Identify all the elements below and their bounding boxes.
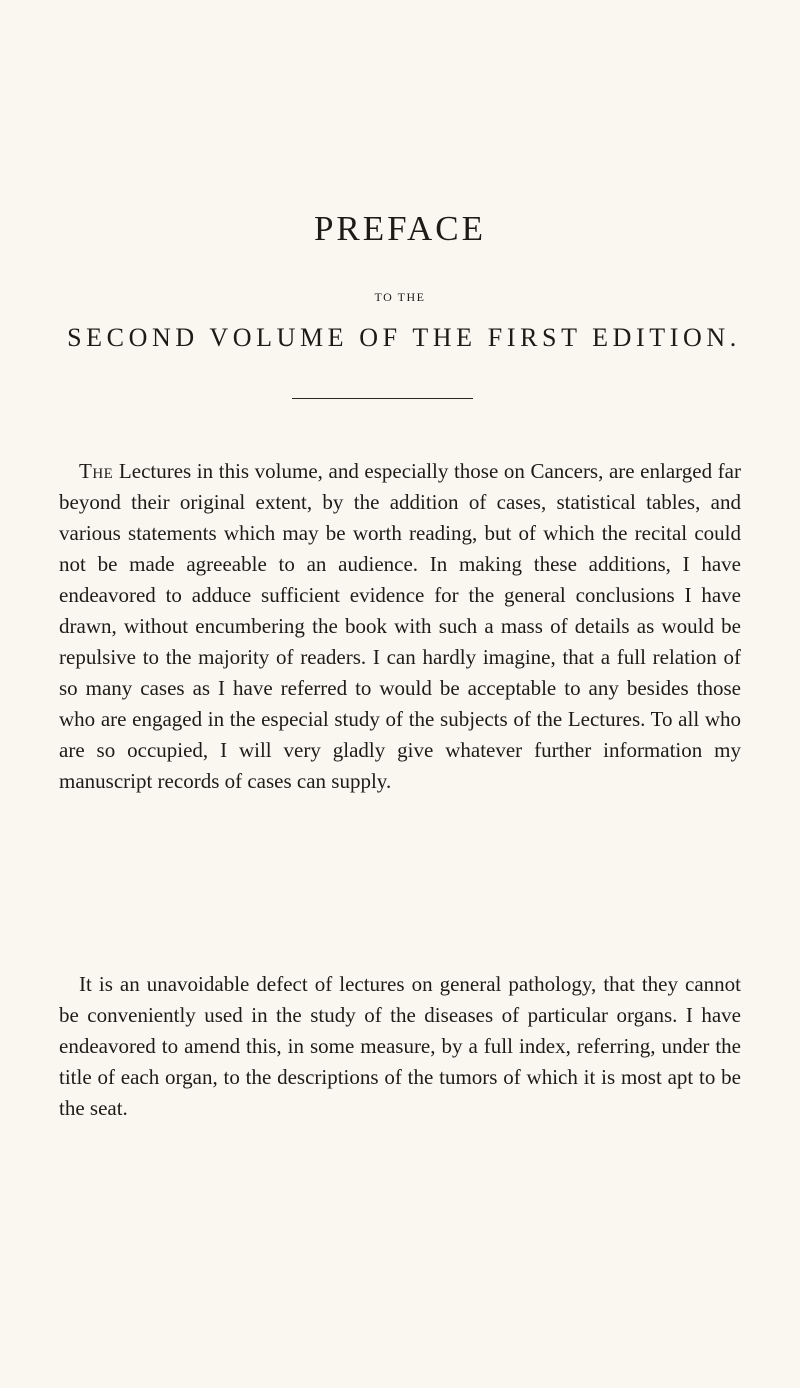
title-connector: TO THE [374, 290, 426, 304]
page-subtitle: SECOND VOLUME OF THE FIRST EDITION. [67, 323, 741, 352]
horizontal-rule [292, 398, 473, 399]
paragraph-1-text: Lectures in this volume, and especially those on Cancers, are enlarged far beyond their original extent, by the addition of cases, statistical tables, and various statements which may be worth reading, but of which the recital could not be made agreeable to an audience. In making these additions, I have endeavored to adduce sufficient evidence for the general conclusions I have drawn, without encumbering the book with such a mass of details as would be repulsive to the majority of readers. I can hardly imagine, that a full relation of so many cases as I have referred to would be acceptable to any besides those who are engaged in the especial study of the subjects of the Lectures. To all who are so occupied, I will very gladly give whatever further information my manuscript records of cases can supply. [59, 459, 741, 793]
paragraph-1 [59, 456, 741, 797]
paragraph-2: It is an unavoidable defect of lectures on general pathology, that they cannot be conveniently used in the study of the diseases of particular organs. I have endeavored to amend this, in some measure, by a full index, referring, under the title of each organ, to the descriptions of the tumors of which it is most apt to be the seat. [59, 972, 741, 1120]
paragraph-lead-word: The [79, 459, 114, 483]
page-title: PREFACE [313, 209, 487, 248]
